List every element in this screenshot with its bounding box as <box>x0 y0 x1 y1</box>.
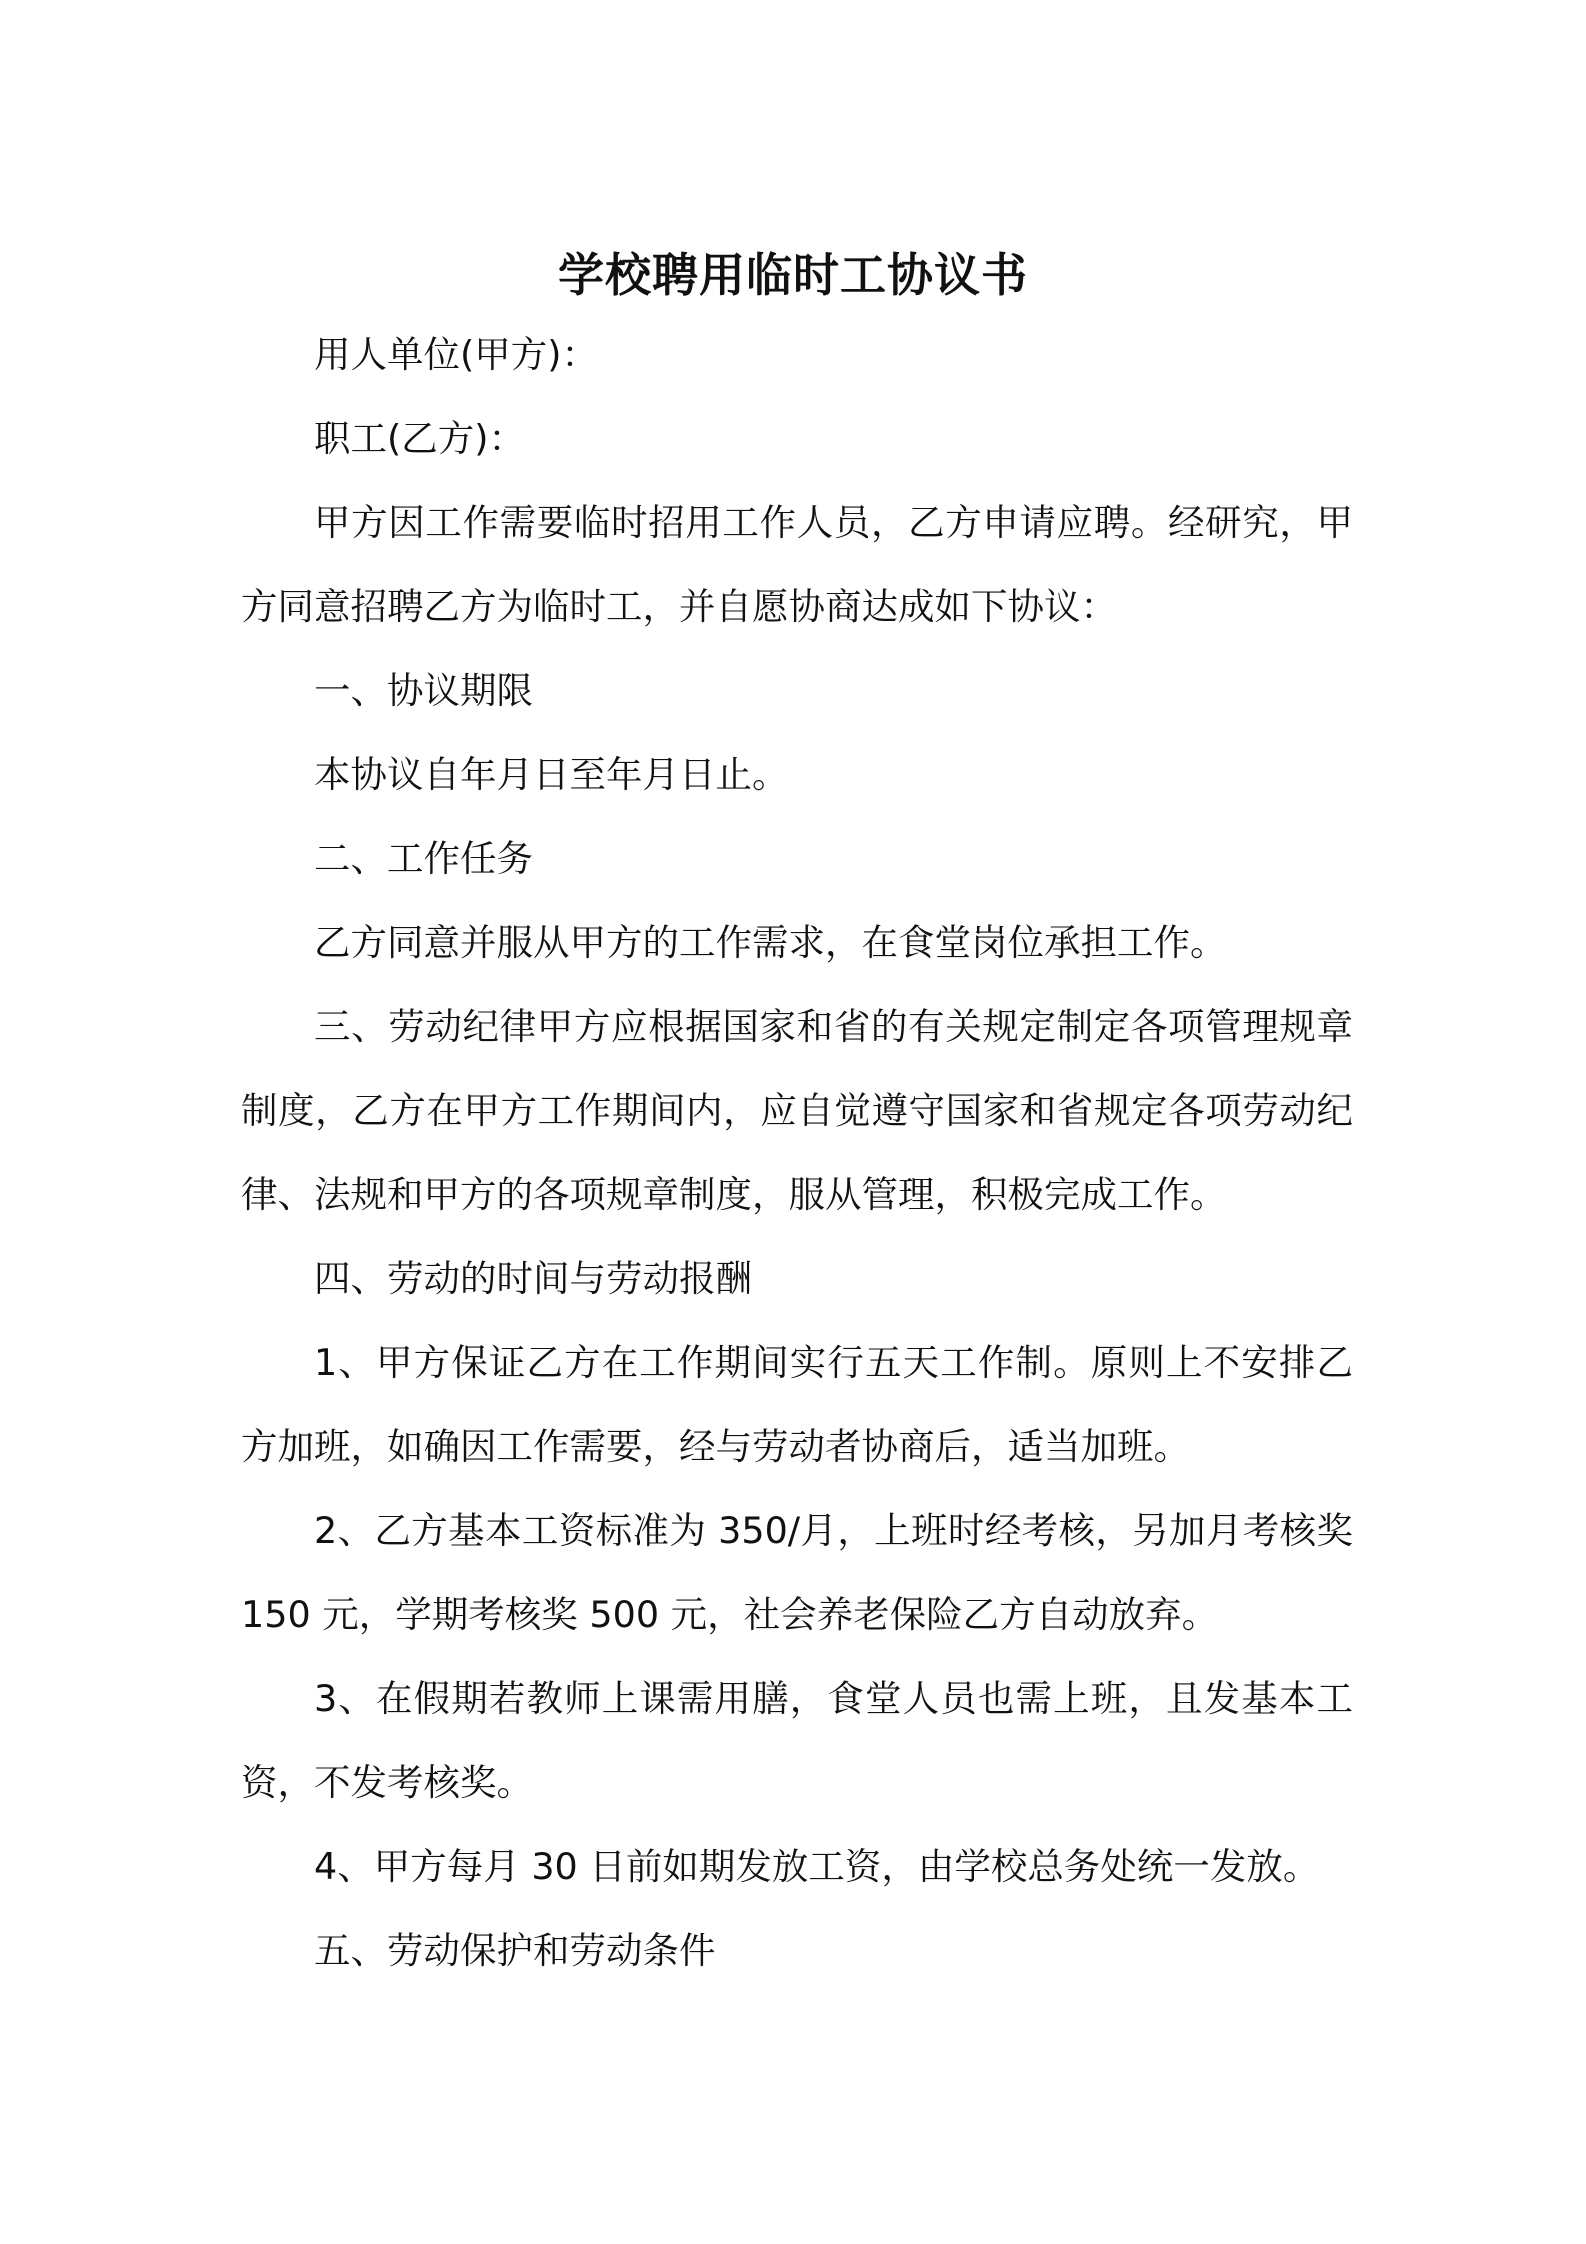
section-heading-protection: 五、劳动保护和劳动条件 <box>314 1929 716 1972</box>
section-heading-tasks: 二、工作任务 <box>314 837 533 880</box>
paragraph-clause-3: 3、在假期若教师上课需用膳，食堂人员也需上班，且发基本工资，不发考核奖。 <box>241 1677 1353 1804</box>
document-title: 学校聘用临时工协议书 <box>558 247 1028 302</box>
paragraph-employer: 用人单位(甲方)： <box>314 333 598 376</box>
section-heading-term: 一、协议期限 <box>314 669 533 712</box>
paragraph-clause-4: 4、甲方每月 30 日前如期发放工资，由学校总务处统一发放。 <box>314 1845 1320 1888</box>
paragraph-clause-2: 2、乙方基本工资标准为 350/月，上班时经考核，另加月考核奖 150 元，学期考核奖 500 元，社会养老保险乙方自动放弃。 <box>241 1509 1353 1636</box>
document-body <box>241 313 1353 1993</box>
paragraph-intro: 甲方因工作需要临时招用工作人员，乙方申请应聘。经研究，甲方同意招聘乙方为临时工，并自愿协商达成如下协议： <box>241 501 1353 628</box>
paragraph-clause-1: 1、甲方保证乙方在工作期间实行五天工作制。原则上不安排乙方加班，如确因工作需要，经与劳动者协商后，适当加班。 <box>241 1341 1353 1468</box>
section-heading-hours-pay: 四、劳动的时间与劳动报酬 <box>314 1257 752 1300</box>
paragraph-discipline: 三、劳动纪律甲方应根据国家和省的有关规定制定各项管理规章制度，乙方在甲方工作期间内，应自觉遵守国家和省规定各项劳动纪律、法规和甲方的各项规章制度，服从管理，积极完成工作。 <box>241 1005 1353 1216</box>
paragraph-tasks: 乙方同意并服从甲方的工作需求，在食堂岗位承担工作。 <box>314 921 1227 964</box>
paragraph-term: 本协议自年月日至年月日止。 <box>314 753 789 796</box>
paragraph-employee: 职工(乙方)： <box>314 417 525 460</box>
